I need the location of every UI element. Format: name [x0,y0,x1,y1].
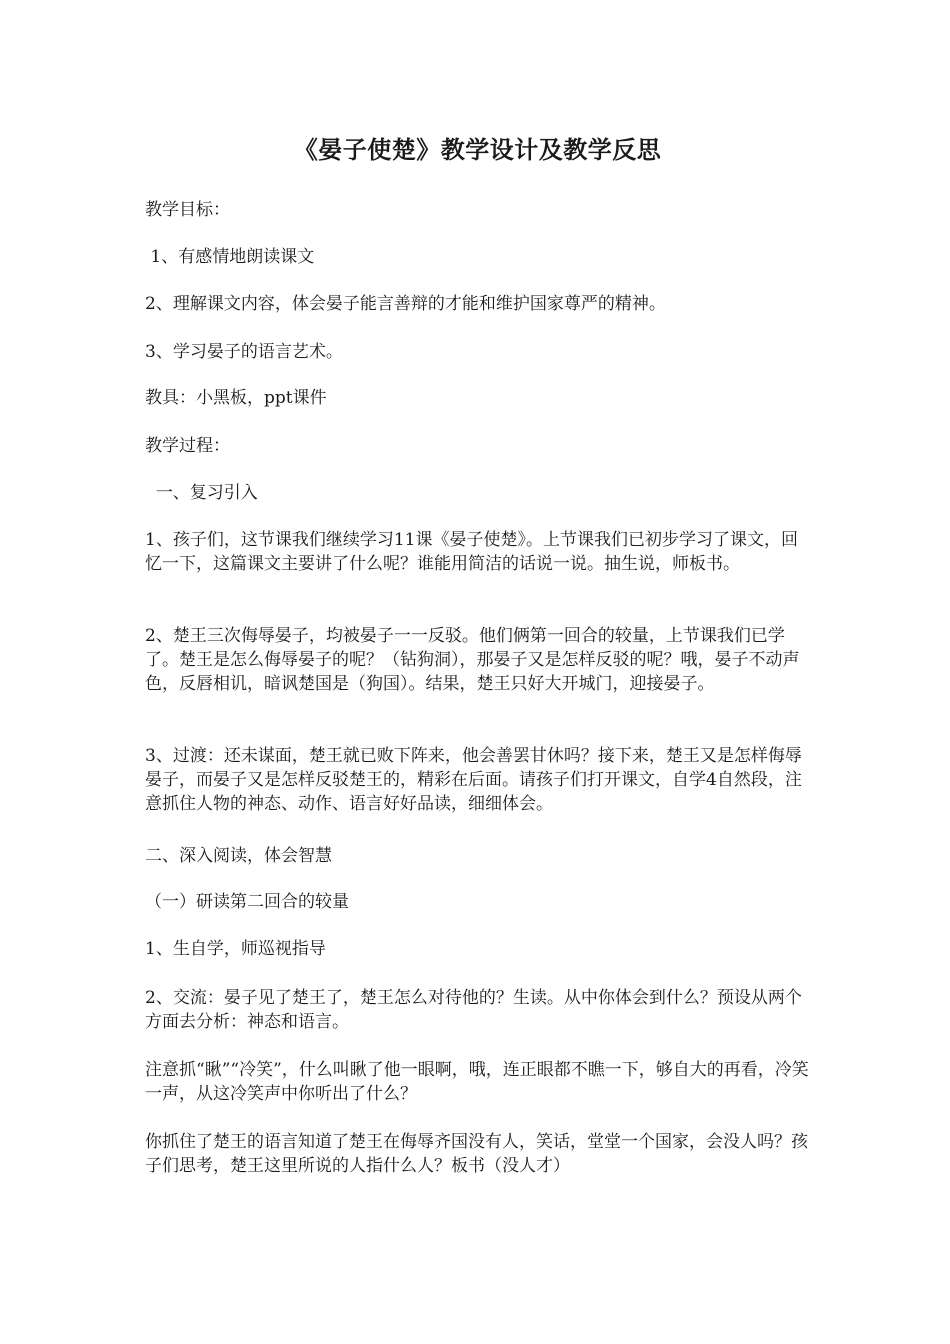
paragraph-goal-1: 1、有感情地朗读课文 [145,247,315,267]
paragraph-note: 注意抓“瞅”“冷笑”，什么叫瞅了他一眼啊，哦，连正眼都不瞧一下，够自大的再看，冷笑一声，从这冷笑声中你听出了什么？ [145,1060,809,1104]
paragraph-process-heading: 教学过程： [145,436,230,456]
paragraph-review-3: 3、过渡：还未谋面，楚王就已败下阵来，他会善罢甘休吗？接下来，楚王又是怎样侮辱晏子，而晏子又是怎样反驳楚王的，精彩在后面。请孩子们打开课文，自学4自然段，注意抓住人物的神态、动作、语言好好品读，细细体会。 [145,746,802,814]
paragraph-review-2: 2、楚王三次侮辱晏子，均被晏子一一反驳。他们俩第一回合的较量，上节课我们已学了。楚王是怎么侮辱晏子的呢？（钻狗洞），那晏子又是怎样反驳的呢？哦，晏子不动声色，反唇相讥，暗讽楚国是（狗国）。结果，楚王只好大开城门，迎接晏子。 [145,626,800,694]
paragraph-review-1: 1、孩子们，这节课我们继续学习11课《晏子使楚》。上节课我们已初步学习了课文，回忆一下，这篇课文主要讲了什么呢？谁能用简洁的话说一说。抽生说，师板书。 [145,530,798,574]
paragraph-teaching-tools: 教具：小黑板，ppt课件 [145,388,327,408]
paragraph-section-1-heading: 一、复习引入 [145,483,258,503]
paragraph-analysis: 你抓住了楚王的语言知道了楚王在侮辱齐国没有人，笑话，堂堂一个国家，会没人吗？孩子们思考，楚王这里所说的人指什么人？板书（没人才） [145,1132,808,1176]
paragraph-goal-3: 3、学习晏子的语言艺术。 [145,342,343,362]
paragraph-teaching-goals-heading: 教学目标： [145,200,230,220]
paragraph-subsection-1-heading: （一）研读第二回合的较量 [145,892,349,912]
paragraph-section-2-heading: 二、深入阅读，体会智慧 [145,846,332,866]
paragraph-step-2: 2、交流：晏子见了楚王了，楚王怎么对待他的？生读。从中你体会到什么？预设从两个方面去分析：神态和语言。 [145,988,802,1032]
document-title: 《晏子使楚》教学设计及教学反思 [293,136,662,164]
paragraph-step-1: 1、生自学，师巡视指导 [145,939,326,959]
paragraph-goal-2: 2、理解课文内容，体会晏子能言善辩的才能和维护国家尊严的精神。 [145,294,666,314]
